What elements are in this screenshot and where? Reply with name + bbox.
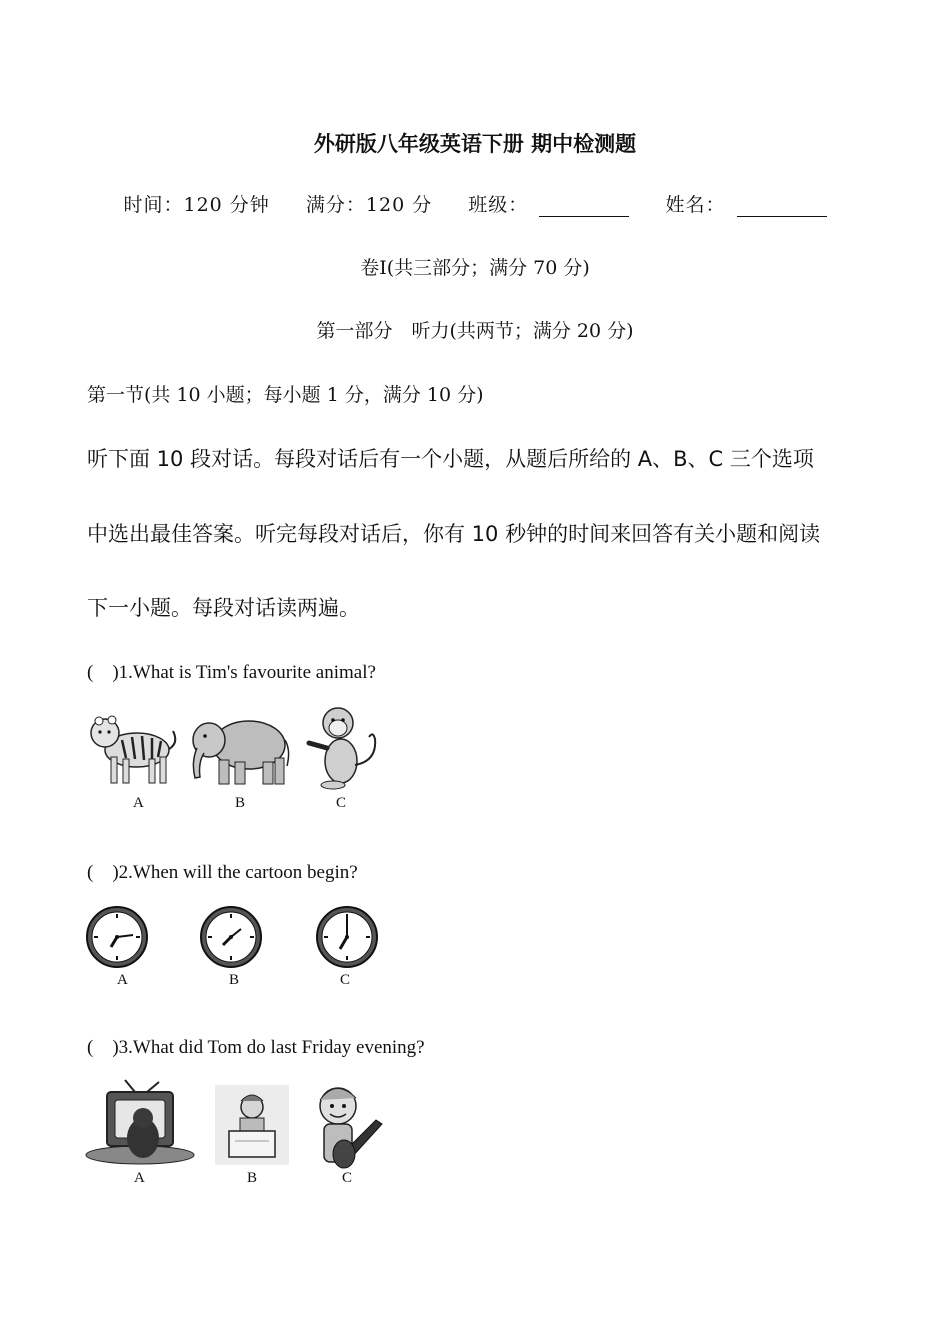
clock-icon (199, 905, 264, 970)
option-label: B (247, 1170, 258, 1186)
class-blank[interactable] (539, 198, 629, 217)
option-label: B (229, 972, 240, 988)
name-blank[interactable] (737, 198, 827, 217)
option-label: A (134, 1170, 145, 1186)
instruction-line: 下一小题。每段对话读两遍。 (87, 596, 360, 620)
option-label: C (340, 972, 351, 988)
monkey-image (303, 703, 383, 790)
studying-image (215, 1085, 289, 1165)
time-label: 时间：120 分钟 (123, 194, 270, 216)
class-label: 班级： (468, 194, 529, 216)
question-2: ( )2.When will the cartoon begin? (87, 862, 358, 883)
instruction-line: 中选出最佳答案。听完每段对话后，你有 10 秒钟的时间来回答有关小题和阅读 (87, 522, 821, 546)
exam-info-line (0, 190, 950, 217)
watching-tv-image (85, 1078, 197, 1166)
option-label: C (342, 1170, 353, 1186)
question-3: ( )3.What did Tom do last Friday evening? (87, 1037, 425, 1058)
tiger-image (87, 705, 177, 790)
question-1: ( )1.What is Tim's favourite animal? (87, 662, 376, 683)
clock-icon (85, 905, 150, 970)
volume-heading: 卷Ⅰ(共三部分；满分 70 分) (360, 257, 590, 279)
exam-title: 外研版八年级英语下册 期中检测题 (313, 132, 637, 156)
option-label: C (336, 795, 347, 811)
option-label: A (133, 795, 144, 811)
option-label: A (117, 972, 128, 988)
playing-guitar-image (310, 1080, 385, 1172)
instruction-line: 听下面 10 段对话。每段对话后有一个小题，从题后所给的 A、B、C 三个选项 (87, 447, 814, 471)
clock-icon (315, 905, 380, 970)
option-label: B (235, 795, 246, 811)
score-label: 满分：120 分 (305, 194, 433, 216)
part-heading: 第一部分 听力(共两节；满分 20 分) (316, 320, 634, 342)
section-heading: 第一节(共 10 小题；每小题 1 分，满分 10 分) (87, 384, 484, 406)
elephant-image (187, 710, 292, 790)
name-label: 姓名： (665, 194, 726, 216)
